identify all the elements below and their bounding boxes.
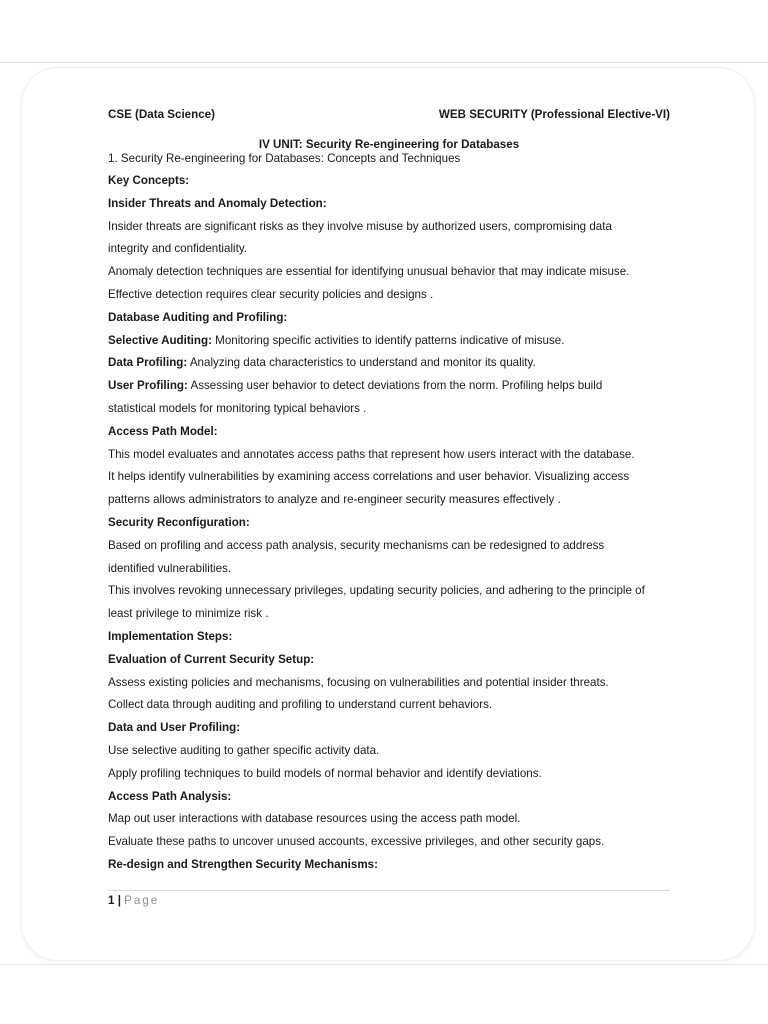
body-line-text: Collect data through auditing and profiling to understand current behaviors. (108, 698, 493, 712)
body-line-text: integrity and confidentiality. (108, 242, 247, 256)
body-line-text: This model evaluates and annotates access paths that represent how users interact with the database. (108, 447, 635, 461)
body-line-text: Assessing user behavior to detect deviations from the norm. Profiling helps build (187, 379, 603, 393)
body-line (108, 535, 670, 558)
body-line-text: It helps identify vulnerabilities by examining access correlations and user behavior. Visualizing access (108, 470, 630, 484)
body-line-text: least privilege to minimize risk . (108, 607, 269, 621)
body-line (108, 193, 670, 216)
body-line (108, 558, 670, 581)
body-line-text: Based on profiling and access path analysis, security mechanisms can be redesigned to address (108, 538, 605, 552)
page-label: Page (124, 894, 160, 907)
body-line (108, 421, 670, 444)
footer-divider (108, 890, 670, 891)
body-line (108, 261, 670, 284)
body-line-heading: Evaluation of Current Security Setup: (108, 652, 315, 666)
body-line (108, 489, 670, 512)
body-line-heading: Access Path Model: (108, 424, 218, 438)
body-line (108, 375, 670, 398)
body-line-heading: Insider Threats and Anomaly Detection: (108, 196, 327, 210)
body-line-heading: Security Reconfiguration: (108, 515, 250, 529)
body-line-heading: Re-design and Strengthen Security Mechanisms: (108, 857, 378, 871)
body-line-heading: Implementation Steps: (108, 629, 233, 643)
body-line (108, 603, 670, 626)
body-line (108, 808, 670, 831)
body-line (108, 831, 670, 854)
body-line-heading: Selective Auditing: (108, 333, 212, 347)
page-content (108, 104, 670, 877)
body-line (108, 444, 670, 467)
bottom-divider (0, 964, 768, 965)
body-line (108, 284, 670, 307)
body-line-text: Apply profiling techniques to build models of normal behavior and identify deviations. (108, 766, 542, 780)
running-header (108, 104, 670, 126)
body-line (108, 352, 670, 375)
body-line-text: Assess existing policies and mechanisms, focusing on vulnerabilities and potential insider threats. (108, 675, 609, 689)
body-line (108, 740, 670, 763)
body-line-text: Insider threats are significant risks as they involve misuse by authorized users, compromising data (108, 219, 612, 233)
body-line-text: Anomaly detection techniques are essential for identifying unusual behavior that may indicate misuse. (108, 265, 630, 279)
body-line (108, 854, 670, 877)
body-line (108, 512, 670, 535)
body-line-text: patterns allows administrators to analyze and re-engineer security measures effectively . (108, 493, 561, 507)
header-right: WEB SECURITY (Professional Elective-VI) (438, 108, 670, 121)
body-line-heading: Data and User Profiling: (108, 721, 241, 735)
body-line (108, 786, 670, 809)
body-line-text: statistical models for monitoring typical behaviors . (108, 401, 367, 415)
body-line-text: Use selective auditing to gather specific activity data. (108, 743, 380, 757)
body-line-text: Effective detection requires clear security policies and designs . (108, 287, 434, 301)
body-line-text: identified vulnerabilities. (108, 561, 232, 575)
page-number: 1 (108, 894, 115, 907)
body-line (108, 170, 670, 193)
body-line-heading: User Profiling: (108, 379, 188, 393)
body-line (108, 330, 670, 353)
body-line (108, 466, 670, 489)
body-line-text: Evaluate these paths to uncover unused accounts, excessive privileges, and other security gaps. (108, 835, 605, 849)
body-line-heading: Access Path Analysis: (108, 789, 232, 803)
page-footer (108, 894, 159, 907)
header-left: CSE (Data Science) (108, 108, 215, 121)
body-line (108, 672, 670, 695)
body-line-heading: Database Auditing and Profiling: (108, 310, 288, 324)
body-line (108, 649, 670, 672)
body-line (108, 398, 670, 421)
body-line (108, 580, 670, 603)
body-line (108, 694, 670, 717)
body-line-text: This involves revoking unnecessary privileges, updating security policies, and adhering to the principle of (108, 584, 645, 598)
body-line-heading: Key Concepts: (108, 174, 190, 187)
body-text (108, 170, 670, 877)
footer-separator: | (117, 894, 121, 907)
body-line-text: Monitoring specific activities to identify patterns indicative of misuse. (211, 333, 565, 347)
top-divider (0, 62, 768, 63)
body-line (108, 763, 670, 786)
body-line (108, 307, 670, 330)
body-line-text: Map out user interactions with database resources using the access path model. (108, 812, 521, 826)
body-line (108, 717, 670, 740)
body-line (108, 238, 670, 261)
section-title: 1. Security Re-engineering for Databases: Concepts and Techniques (108, 152, 461, 165)
body-line (108, 216, 670, 239)
body-line-heading: Data Profiling: (108, 356, 188, 370)
body-line (108, 626, 670, 649)
body-line-text: Analyzing data characteristics to understand and monitor its quality. (187, 356, 536, 370)
unit-title: IV UNIT: Security Re-engineering for Databases (258, 138, 520, 151)
